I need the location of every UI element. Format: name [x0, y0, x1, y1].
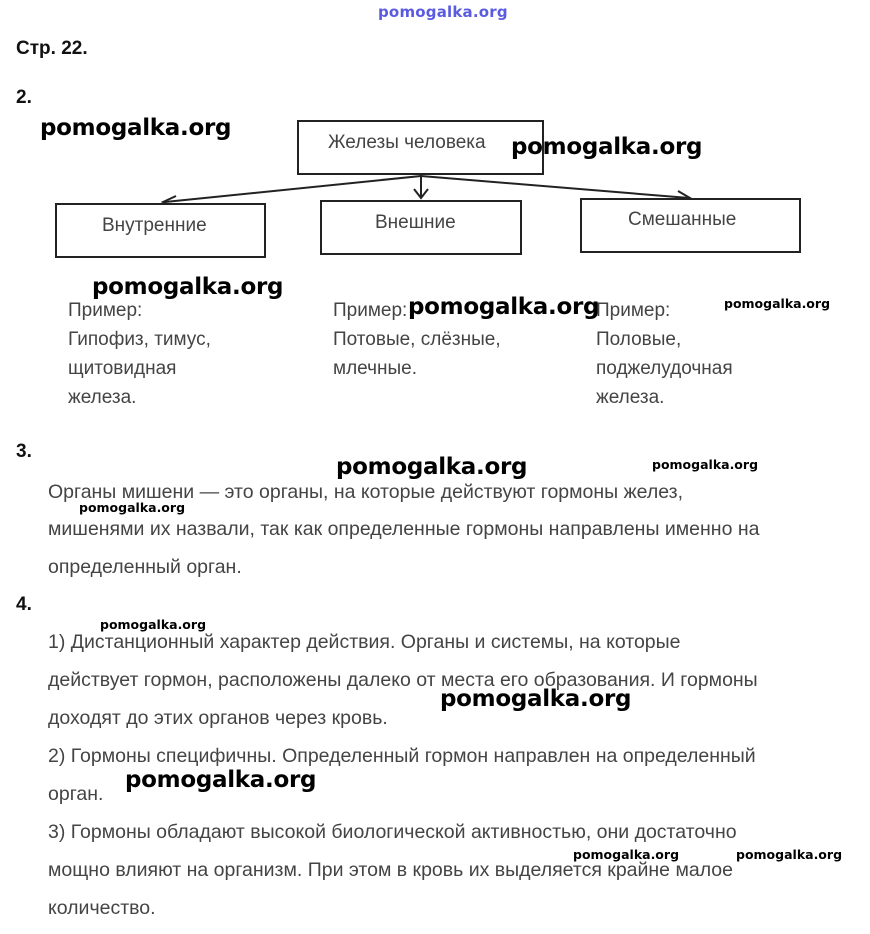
example-line: Гипофиз, тимус,	[68, 329, 211, 350]
task3-line: Органы мишени — это органы, на которые действуют гормоны желез,	[48, 481, 683, 503]
example-title: Пример:	[68, 300, 143, 321]
task4-number: 4.	[16, 594, 32, 615]
example-line: млечные.	[333, 358, 417, 379]
watermark: pomogalka.org	[724, 296, 831, 311]
example-line: железа.	[596, 387, 665, 408]
task3-line: определенный орган.	[48, 556, 242, 578]
connector-left	[165, 176, 421, 202]
watermark: pomogalka.org	[573, 847, 680, 862]
example-line: Потовые, слёзные,	[333, 329, 501, 350]
task4-line: 3) Гормоны обладают высокой биологической активностью, они достаточно	[48, 821, 737, 843]
example-title: Пример:	[333, 300, 408, 321]
diagram-box-mixed	[580, 198, 801, 253]
watermark: pomogalka.org	[125, 767, 317, 793]
header-watermark: pomogalka.org	[378, 3, 508, 21]
diagram-root-box	[297, 120, 544, 175]
task3-number: 3.	[16, 441, 32, 462]
diagram-box-external	[320, 200, 522, 255]
task2-number: 2.	[16, 87, 32, 108]
diagram-box-label: Смешанные	[628, 209, 737, 230]
diagram-box-internal	[55, 203, 266, 258]
watermark: pomogalka.org	[40, 115, 232, 141]
page-label: Стр. 22.	[16, 38, 88, 59]
connector-right	[421, 176, 689, 198]
task4-line: доходят до этих органов через кровь.	[48, 707, 388, 729]
example-line: железа.	[68, 387, 137, 408]
task4-line: действует гормон, расположены далеко от места его образования. И гормоны	[48, 669, 758, 691]
task4-line: орган.	[48, 783, 104, 805]
task3-line: мишенями их назвали, так как определенные гормоны направлены именно на	[48, 518, 760, 540]
task4-line: 2) Гормоны специфичны. Определенный гормон направлен на определенный	[48, 745, 756, 767]
watermark: pomogalka.org	[408, 294, 600, 320]
watermark: pomogalka.org	[736, 847, 843, 862]
watermark: pomogalka.org	[92, 274, 284, 300]
task4-line: количество.	[48, 897, 156, 919]
example-mixed	[596, 296, 733, 412]
task4-line: мощно влияют на организм. При этом в кровь их выделяется крайне малое	[48, 859, 733, 881]
example-title: Пример:	[596, 300, 671, 321]
example-line: поджелудочная	[596, 358, 733, 379]
example-internal	[68, 296, 211, 412]
example-line: щитовидная	[68, 358, 177, 379]
diagram-root-label: Железы человека	[328, 132, 486, 153]
watermark: pomogalka.org	[511, 134, 703, 160]
diagram-box-label: Внешние	[375, 212, 456, 233]
watermark: pomogalka.org	[652, 457, 759, 472]
task4-line: 1) Дистанционный характер действия. Органы и системы, на которые	[48, 631, 681, 653]
watermark: pomogalka.org	[440, 686, 632, 712]
watermark: pomogalka.org	[100, 617, 207, 632]
watermark: pomogalka.org	[79, 500, 186, 515]
watermark: pomogalka.org	[336, 454, 528, 480]
example-line: Половые,	[596, 329, 682, 350]
diagram-box-label: Внутренние	[102, 215, 207, 236]
